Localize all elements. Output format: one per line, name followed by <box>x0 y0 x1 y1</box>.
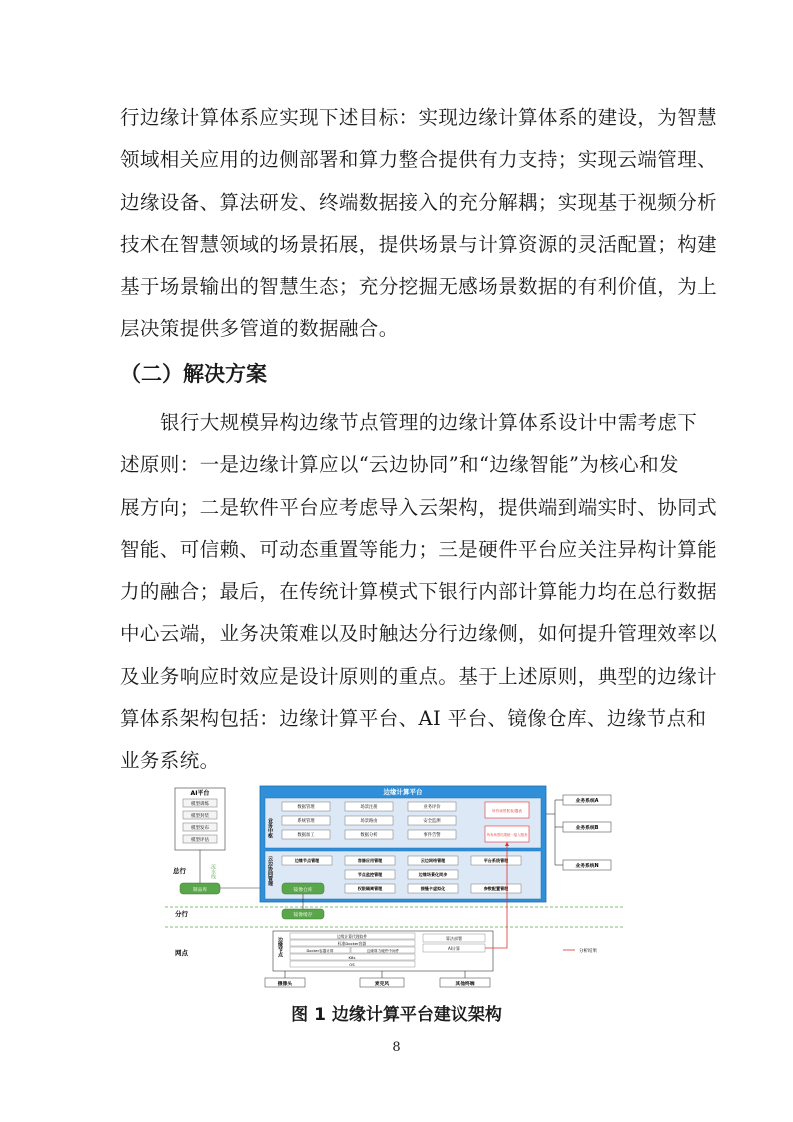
text-line: 业务系统。 <box>120 749 220 773</box>
device-label: 麦克风 <box>374 982 390 987</box>
module-label: 接缝卡虚拟化 <box>420 886 446 892</box>
section-heading: （二）解决方案 <box>120 362 267 386</box>
biz-system-label: 业务系统A <box>575 799 599 804</box>
biz-center-label: 业务中枢 <box>267 818 273 838</box>
stack-item: 边缘计算代理软件 <box>336 934 368 939</box>
module-label: 权限隔离管理 <box>357 886 383 892</box>
module-label: 平台系统管理 <box>483 858 509 864</box>
ai-item: 模型评估 <box>191 838 209 843</box>
edge-node-label: 边缘节点 <box>277 937 283 957</box>
text-line: 中心云端，业务决策难以及时触达分行边缘侧，如何提升管理效率以 <box>120 622 718 646</box>
text-line: 展方向；二是软件平台应考虑导入云架构，提供端到端实时、协同式 <box>120 495 718 519</box>
text-line: 领域相关应用的边侧部署和算力整合提供有力支持；实现云端管理、 <box>120 148 718 172</box>
module-label: 业务评价 <box>423 805 441 811</box>
paragraph-goals <box>120 97 718 351</box>
module-label: 场景路由 <box>360 819 378 825</box>
red-item: 所有场景结果统一接入服务 <box>486 833 528 837</box>
edge-platform-title: 边缘计算平台 <box>383 788 423 796</box>
model-library-label: 制品库 <box>192 888 208 893</box>
edge-node <box>273 931 493 971</box>
text-line: 行边缘计算体系应实现下述目标：实现边缘计算体系的建设，为智慧 <box>120 106 718 129</box>
stack-item: OS <box>349 962 355 967</box>
module-label: 数据管理 <box>297 805 315 811</box>
side-item: 算法部署 <box>446 936 462 941</box>
module-label: 参数配置管理 <box>483 886 509 892</box>
tier-outlet: 网点 <box>175 949 188 957</box>
legend-label: 分析结果 <box>579 949 597 954</box>
module-label: 边缘节点管理 <box>294 858 320 864</box>
text-line: 基于场景输出的智慧生态；充分挖掘无感场景数据的有利价值，为上 <box>120 275 718 299</box>
module-label: 系统管理 <box>297 819 315 825</box>
module-label: 节点监控管理 <box>357 872 383 878</box>
architecture-diagram <box>165 780 635 990</box>
device-label: 其他终端 <box>455 982 475 987</box>
text-line: 边缘设备、算法研发、终端数据接入的充分解耦；实现基于视频分析 <box>120 190 718 214</box>
stack-item: 边缘算力硬件中间件 <box>366 949 400 953</box>
ai-platform <box>175 788 225 850</box>
side-item: AI计算 <box>448 946 460 951</box>
ai-item: 模型发布 <box>191 826 209 831</box>
module-label: 数据加工 <box>297 833 315 839</box>
stack-item: 标准Docker容器 <box>337 941 367 946</box>
text-line: 算体系架构包括：边缘计算平台、AI 平台、镜像仓库、边缘节点和 <box>120 707 707 731</box>
text-line: 力的融合；最后，在传统计算模式下银行内部计算能力均在总行数据 <box>120 580 718 604</box>
text-line: 层决策提供多管道的数据融合。 <box>120 317 399 341</box>
text-line: 述原则：一是边缘计算应以“云边协同”和“边缘智能”为核心和发 <box>120 453 679 477</box>
text-line: 银行大规模异构边缘节点管理的边缘计算体系设计中需考虑下 <box>160 411 698 434</box>
red-item: 所有场景报表/器表 <box>492 809 522 813</box>
stack-item: Docker容器计算 <box>306 949 334 953</box>
tier-branch: 分行 <box>175 910 188 918</box>
biz-system-label: 业务系统N <box>575 864 599 869</box>
ai-item: 模型封装 <box>191 814 209 819</box>
paragraph-solution <box>120 402 718 783</box>
biz-system-label: 业务系统B <box>575 826 599 831</box>
text-line: 技术在智慧领域的场景拓展，提供场景与计算资源的灵活配置；构建 <box>120 232 718 256</box>
image-repo-hq-label: 镜像仓库 <box>293 888 313 893</box>
device-label: 摄像头 <box>277 982 293 987</box>
ai-platform-title: AI平台 <box>190 790 210 797</box>
module-label: 数据分析 <box>360 833 378 839</box>
figure-caption: 图 1 边缘计算平台建议架构 <box>291 1005 502 1025</box>
cloud-edge-label: 云边协同管理 <box>267 856 273 886</box>
tier-hq: 总行 <box>173 867 186 875</box>
text-line: 智能、可信赖、可动态重置等能力；三是硬件平台应关注异构计算能 <box>120 537 718 561</box>
module-label: 场景注册 <box>360 805 378 811</box>
stack-item: K8s <box>348 955 356 960</box>
module-label: 安全监测 <box>423 819 441 825</box>
image-repo-branch-label: 镜像缓存 <box>293 913 313 918</box>
module-label: 云边网络管理 <box>420 858 446 864</box>
flow-label: 流水线 <box>210 864 216 879</box>
module-label: 事件告警 <box>423 833 441 839</box>
ai-item: 模型训练 <box>191 802 209 807</box>
page-number: 8 <box>392 1040 401 1055</box>
module-label: 容器应用管理 <box>357 858 383 864</box>
text-line: 及业务响应时效应是设计原则的重点。基于上述原则，典型的边缘计 <box>120 664 718 688</box>
module-label: 边缘场景化同步 <box>418 872 448 878</box>
